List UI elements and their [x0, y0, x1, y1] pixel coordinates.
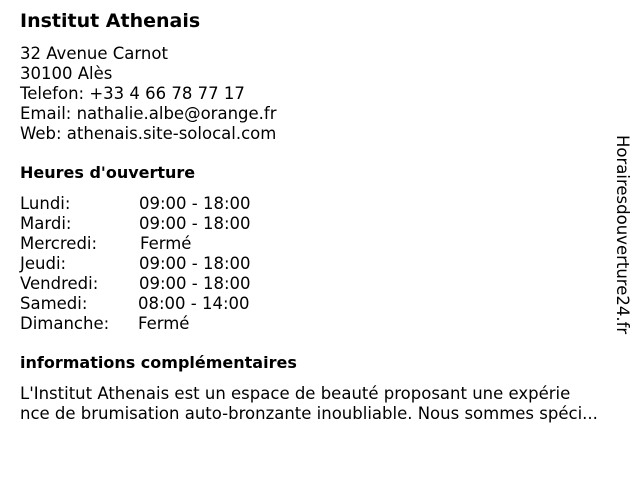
address-city: 30100 Alès: [20, 64, 113, 83]
time-value: 09:00 - 18:00: [139, 194, 251, 213]
description-line: L'Institut Athenais est un espace de beauté proposant une expérie: [20, 384, 571, 403]
time-value: 08:00 - 14:00: [138, 294, 250, 313]
time-value: Fermé: [140, 234, 192, 253]
additional-info-heading: informations complémentaires: [20, 353, 297, 372]
time-value: 09:00 - 18:00: [139, 274, 251, 293]
day-label: Vendredi:: [20, 274, 99, 293]
time-value: 09:00 - 18:00: [139, 214, 251, 233]
site-watermark: Horairesdouverture24.fr: [613, 135, 632, 335]
address-street: 32 Avenue Carnot: [20, 44, 168, 63]
phone-number[interactable]: Telefon: +33 4 66 78 77 17: [20, 84, 245, 103]
contact-block: [20, 44, 276, 144]
business-description: [20, 384, 598, 424]
opening-hours-heading: Heures d'ouverture: [20, 163, 196, 182]
time-value: Fermé: [138, 314, 190, 333]
description-line: nce de brumisation auto-bronzante inoubliable. Nous sommes spéci...: [20, 404, 598, 423]
day-label: Lundi:: [20, 194, 71, 213]
day-label: Jeudi:: [20, 254, 67, 273]
time-value: 09:00 - 18:00: [139, 254, 251, 273]
day-label: Samedi:: [20, 294, 88, 313]
day-label: Mardi:: [20, 214, 72, 233]
email-address[interactable]: Email: nathalie.albe@orange.fr: [20, 104, 277, 123]
website-link[interactable]: Web: athenais.site-solocal.com: [20, 124, 277, 143]
business-name: Institut Athenais: [20, 10, 201, 32]
day-label: Mercredi:: [20, 234, 98, 253]
day-label: Dimanche:: [20, 314, 110, 333]
